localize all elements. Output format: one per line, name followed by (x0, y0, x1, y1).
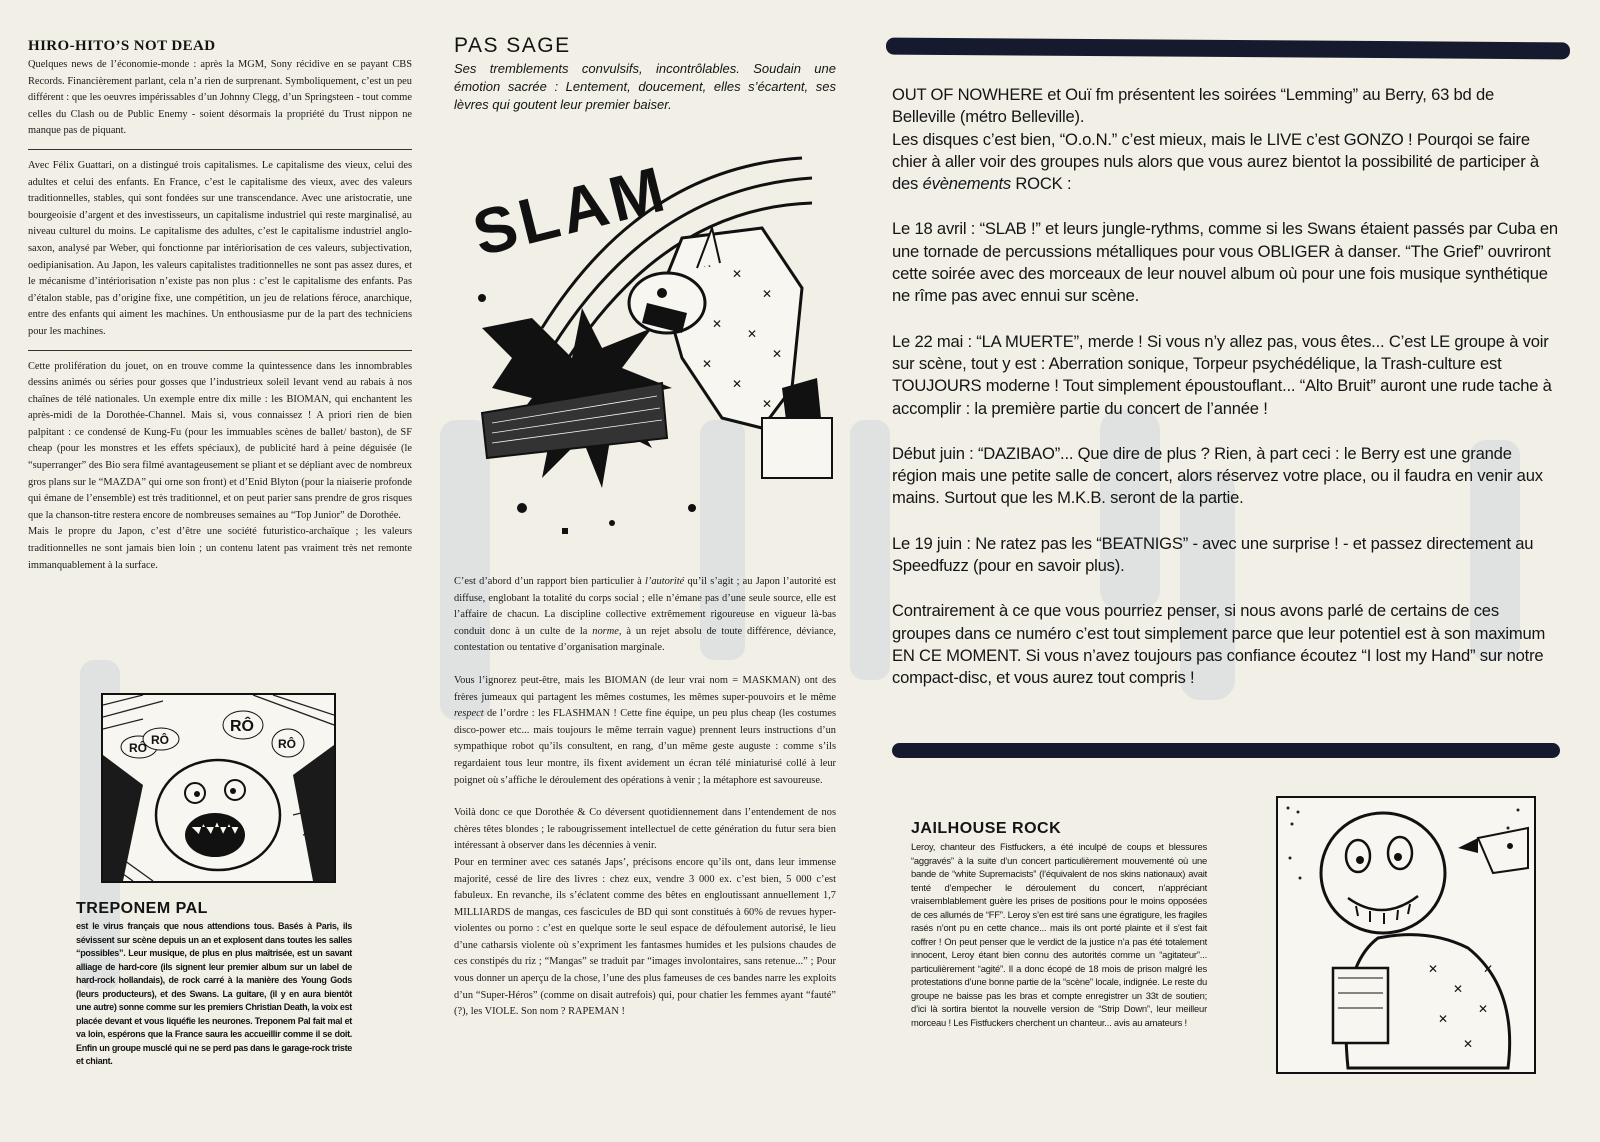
comic-panel-grinning-creature (1276, 796, 1536, 1074)
emphasis: l’autorité (644, 576, 685, 587)
right-column (892, 84, 1560, 713)
slam-word: SLAM (465, 151, 675, 270)
text-run: , à un rejet absolu de toute différence, déviance, contestation ou tentative d’organisation marginale. (454, 625, 836, 654)
text-run: OUT OF NOWHERE et Ouï fm présentent les soirées “Lemming” au Berry, 63 bd de Belleville (métro Belleville). (892, 85, 1495, 127)
divider (28, 350, 412, 351)
article-title: HIRO-HITO’S NOT DEAD (28, 38, 216, 54)
section-title: JAILHOUSE ROCK (911, 820, 1062, 837)
slam-drawing (462, 128, 834, 548)
svg-text:✕: ✕ (1428, 962, 1439, 976)
bubble-text: RÔ (129, 741, 147, 755)
paragraph: Mais le propre du Japon, c’est d’être une société futuristico-archaïque ; les valeurs traditionnelles ne sont jamais bien loin ; un contenu latent pas vraiment très net remonte immanquablement à la surface. (28, 526, 412, 571)
svg-text:✕: ✕ (702, 357, 713, 371)
svg-text:✕: ✕ (747, 327, 758, 341)
svg-text:✕: ✕ (1463, 1037, 1474, 1051)
paragraph: Quelques news de l’économie-monde : après la MGM, Sony récidive en se payant CBS Records. Financièrement parlant, cela n’a rien de surprenant. Symboliquement, c’est un peu différent : que les oeuvres impérissables d’un Johnny Clegg, d’un Springsteen - tout comme celles du Clash ou de Public Enemy - soient désormais la propriété du Trust nippon ne manque pas de piquant. (28, 59, 412, 137)
divider (28, 149, 412, 150)
text-run: qu’il s’agit ; au Japon l’autorité est diffuse, englobant la totalité du corps social ; elle n’émane pas d’une seule source, elle est l’affaire de chacun. La discipline collective extrêmement rigoureuse en vigueur là-bas conduit donc à un culte de la (454, 576, 836, 637)
svg-text:✕: ✕ (762, 287, 773, 301)
comic-illustration (1278, 798, 1533, 1071)
section-text: Leroy, chanteur des Fistfuckers, a été inculpé de coups et blessures “aggravés” à la suite d’un concert particulièrement mouvementé où une bande de “white Supremacists” (l’équivalent de nos skins nationaux) avait tenté d’empecher le déroulement du concert, n’appréciant vraisemblablement guère les prises de positions pour le moins opposées de ces allumés de “FF”. Leroy s’en est tiré sans une égratigure, les fragiles rasés n’ont pu en cette chance... mais ils ont porté plainte et il s’est fait coffrer ! On peut penser que le verdict de la justice n’a pas été totalement innocent, Leroy étant bien connu des autorités comme un “agitateur”... particulièrement “agité”. Il a donc écopé de 18 mois de prison malgré les protestations d’une bonne partie de la “scène” locale, indignée. Le reste du groupe ne baisse pas les bras et compte enregistrer un 33t de soutien; d’ici là sortira bientot la nouvelle version de “Strip Down”, leur meilleur morceau ! Les Fistfuckers cherchent un chanteur... avis au amateurs ! (911, 841, 1207, 1028)
paragraph: Début juin : “DAZIBAO”... Que dire de plus ? Rien, à part ceci : le Berry est une grande région mais une petite salle de concert, alors réservez votre place, ou il faudra en venir aux mains. Surtout que les M.K.B. seront de la partie. (892, 443, 1543, 508)
bubble-text: RÔ (151, 733, 169, 747)
svg-text:✕: ✕ (1483, 962, 1494, 976)
poem-text: Ses tremblements convulsifs, incontrôlables. Soudain une émotion sacrée : Lentement, doucement, elles s’écartent, ses lèvres qui goutent leur premier baiser. (454, 61, 836, 112)
text-run: Vous l’ignorez peut-être, mais les BIOMAN (de leur vrai nom = MASKMAN) ont des frères jumeaux qui partagent les mêmes costumes, les mêmes super-pouvoirs et le même (454, 674, 836, 703)
comic-illustration (103, 695, 334, 881)
svg-text:✕: ✕ (1438, 1012, 1449, 1026)
svg-text:✕: ✕ (762, 397, 773, 411)
middle-column (454, 34, 836, 114)
poem-title: PAS SAGE (454, 34, 571, 57)
slam-illustration (462, 128, 834, 548)
text-run: C’est d’abord d’un rapport bien particulier à (454, 576, 645, 587)
treponem-pal-box (76, 900, 352, 1069)
svg-text:✕: ✕ (772, 347, 783, 361)
paragraph: Pour en terminer avec ces satanés Japs’, précisons encore qu’ils ont, dans leur immense majorité, cessé de lire des livres : chez eux, vendre 3 000 ex. c’est bien, 5 000 c’est fabuleux. En revanche, ils s’éclatent comme des bêtes en engloutissant annuellement 1,7 MILLIARDS de mangas, ces fascicules de BD qui sont constitués à 60% de revues hyper-violentes ou porno : c’est en quelque sorte le seul espace de défoulement autorisé, le lieu d’une catharsis violente où s’expriment les fantasmes humides et les pulsions chaudes de ces constipés du riz ; “Mangas” se traduit par “images involontaires, sans retenue...” ; Pour vous donner un aperçu de la chose, l’une des plus fameuses de ces bandes narre les exploits d’un “Super-Héros” (comme on disait autrefois) qui, pour chatier les femmes ayant “fauté” (?), les VIOLE. Son nom ? RAPEMAN ! (454, 856, 836, 1018)
text-run: ROCK : (1010, 174, 1072, 194)
text-run: Les disques c’est bien, “O.o.N.” c’est mieux, mais le LIVE c’est GONZO ! Pourqoi se faire chier à aller voir des groupes nuls alors que vous aurez bientot la possibilité de participer à des (892, 129, 1539, 194)
brush-stroke-bottom (892, 743, 1560, 758)
svg-text:✕: ✕ (712, 317, 723, 331)
text-run: de l’ordre : les FLASHMAN ! Cette fine équipe, un peu plus cheap (les costumes disco-power etc... mais toujours le même terrain vague) prennent leurs instructions d’un sympathique robot qu’ils consultent, en rang, d’un même geste auguste : comme s’ils regardaient tous leur montre, ils fixent avidement un écran télé miniaturisé collé à leur poignet où s’affiche le déroulement des opérations à venir ; la métaphore est savoureuse. (454, 708, 836, 786)
svg-text:✕: ✕ (732, 377, 743, 391)
comic-panel-screaming-face (101, 693, 336, 883)
paragraph: Avec Félix Guattari, on a distingué trois capitalismes. Le capitalisme des vieux, celui des adultes et celui des enfants. En France, c’est le capitalisme des vieux, avec des valeurs traditionnelles, stables, qui sont fondées sur une transcendance. Avec une aristocratie, une bourgeoisie d’argent et des investisseurs, un capitalisme industriel qui reste marginalisé, au niveau culturel du moins. Le capitalisme des adultes, c’est le capitalisme industriel anglo-saxon, analysé par Weber, qui fonctionne par intériorisation de ces valeurs, subjectivation, oedipianisation. Au Japon, les valeurs capitalistes traditionnelles ne sont pas assez dures, et le mécanisme d’intériorisation n’existe pas non plus : c’est le capitalisme des enfants. Pas d’étalon stable, pas d’origine fixe, une compétition, un jeu de relations féroce, anarchique, entre des enfants qui aiment les machines. Un enthousiasme pur de la part des techniciens pour les machines. (28, 159, 412, 337)
paragraph (892, 84, 1560, 129)
svg-text:✕: ✕ (1478, 1002, 1489, 1016)
paragraph: Cette prolifération du jouet, on en trouve comme la quintessence dans les innombrables dessins animés ou séries pour gosses que l’industrieux soleil levant vend au rabais à nos chaînes de télé nationales. Un exemple entre dix mille : les BIOMAN, qui enchantent les après-midi de la Dorothée-Channel. Mais si, vous connaissez ! A priori rien de bien palpitant : ce condensé de Kung-Fu (pour les immuables scènes de ballet/ baston), de SF cheap (pour les monstres et les effets spéciaux), de publicité hard à peine déguisée (le “superranger” des Bio sera filmé avantageusement se pliant et se dépliant avec de nombreux gros plans sur le “MAZDA” qui orne son front) et d’Enid Blyton (pour la niaiserie profonde qui émane de l’ensemble) est très traditionnel, et on peut parier sans prendre de gros risques que la chanson-titre restera encore de nombreuses semaines au “Top Junior” de Dorothée. (28, 360, 413, 521)
left-column (28, 38, 412, 574)
paragraph (892, 129, 1560, 196)
paragraph: Voilà donc ce que Dorothée & Co déversent quotidiennement dans l’entendement de nos chères têtes blondes ; le rabougrissement intellectuel de cette génération du futur sera bien intéressant à observer dans les décennies à venir. (454, 807, 836, 852)
paragraph (454, 673, 836, 789)
section-text: est le virus français que nous attendions tous. Basés à Paris, ils sévissent sur scène depuis un an et explosent dans toutes les salles “possibles”. Leur musique, de plus en plus maîtrisée, est un savant alliage de hard-core (ils signent leur premier album sur un label de hard-rock hollandais), de rock carré à la manière des Young Gods (leurs producteurs), et des Swans. La guitare, (il y en aura bientôt une autre) sonne comme sur les premiers Christian Death, la voix est placée devant et vous liquéfie les neurones. Treponem Pal fait mal et va loin, espérons que la France saura les accueillir comme il se doit. Enfin un groupe musclé qui ne se perd pas dans le garage-rock triste et chiant. (76, 921, 352, 1066)
paragraph: Le 18 avril : “SLAB !” et leurs jungle-rythms, comme si les Swans étaient passés par Cuba en une tornade de percussions métalliques pour vous OBLIGER à danser. “The Grief” ouvriront cette soirée avec des morceaux de leur nouvel album où pour une fois musique synthétique ne rîme pas avec ennui sur scène. (892, 219, 1558, 306)
bubble-text: RÔ (230, 718, 254, 735)
middle-body (454, 574, 836, 1021)
paragraph: Le 22 mai : “LA MUERTE”, merde ! Si vous n’y allez pas, vous êtes... C’est LE groupe à voir sur scène, tout y est : Aberration sonique, Torpeur psychédélique, la Trash-culture est TOUJOURS moderne ! Tout simplement époustouflant... “Alto Bruit” auront une rude tache à accomplir : la première partie du concert de l’année ! (892, 331, 1552, 418)
paragraph (454, 574, 836, 657)
bubble-text: RÔ (278, 737, 296, 751)
jailhouse-rock-box (911, 820, 1207, 1029)
svg-text:✕: ✕ (1453, 982, 1464, 996)
emphasis: évènements (922, 174, 1011, 194)
emphasis: norme (592, 625, 619, 637)
section-title: TREPONEM PAL (76, 900, 208, 917)
emphasis: respect (454, 708, 484, 720)
svg-text:✕: ✕ (732, 267, 743, 281)
paragraph: Le 19 juin : Ne ratez pas les “BEATNIGS” - avec une surprise ! - et passez directement au Speedfuzz (pour en savoir plus). (892, 533, 1534, 576)
paragraph: Contrairement à ce que vous pourriez penser, si nous avons parlé de certains de ces groupes dans ce numéro c’est tout simplement parce que leur potentiel est à son maximum EN CE MOMENT. Si vous n’avez toujours pas confiance écoutez “I lost my Hand” sur notre compact-disc, et vous aurez tout compris ! (892, 601, 1546, 688)
